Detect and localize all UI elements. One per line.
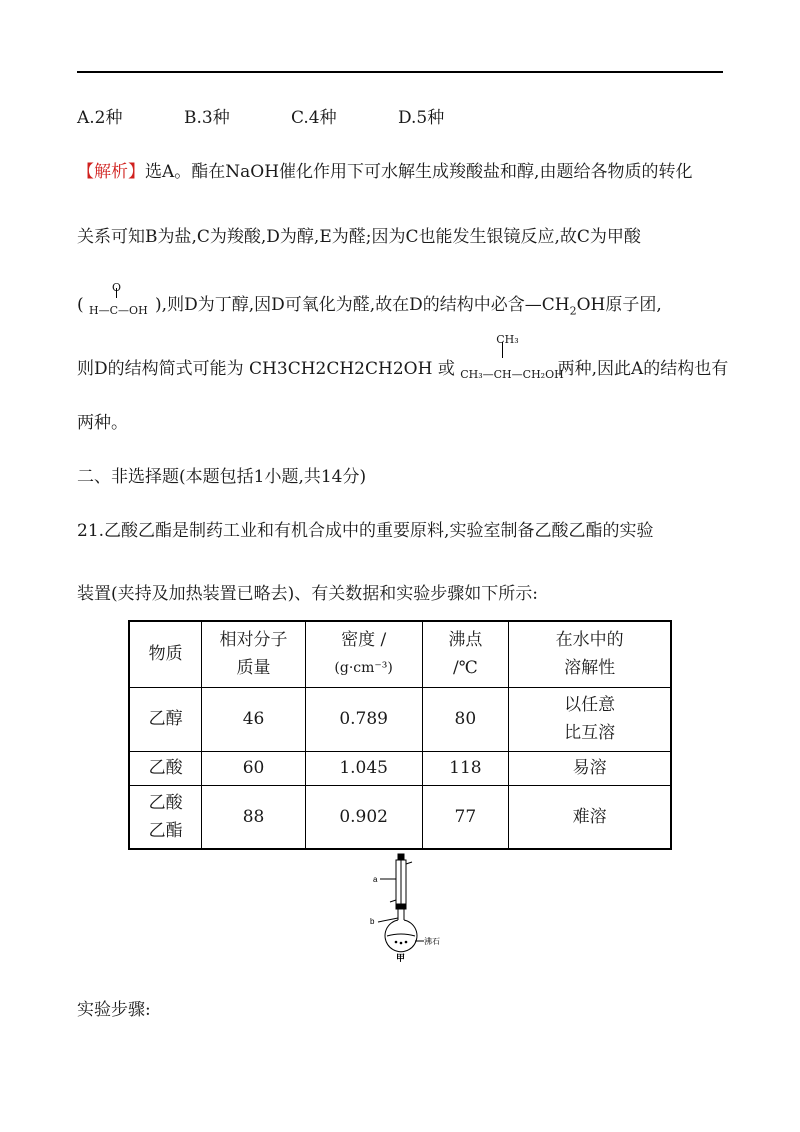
analysis-text-1: 选A。酯在NaOH催化作用下可水解生成羧酸盐和醇,由题给各物质的转化 bbox=[145, 162, 693, 182]
label-a: a bbox=[373, 875, 378, 884]
cell-solubility bbox=[509, 687, 671, 751]
cell-name bbox=[129, 785, 202, 849]
round-bottom-flask bbox=[385, 920, 417, 952]
header-density-l2: (g·cm⁻³) bbox=[334, 660, 393, 677]
header-sol-l2: 溶解性 bbox=[564, 658, 616, 679]
option-d: D.5种 bbox=[398, 108, 445, 128]
cell-name-l2: 乙酯 bbox=[148, 820, 183, 841]
liquid-level bbox=[387, 934, 415, 936]
cell-name-l1: 乙酸 bbox=[148, 792, 183, 813]
subscript-2: 2 bbox=[569, 304, 577, 318]
analysis-text-3-tail: OH原子团, bbox=[576, 295, 662, 315]
cell-density: 0.902 bbox=[305, 785, 422, 849]
properties-table bbox=[128, 620, 672, 850]
analysis-text-3: ),则D为丁醇,因D可氧化为醛,故在D的结构中必含—CH bbox=[155, 295, 570, 315]
table-row bbox=[129, 687, 671, 751]
header-mw bbox=[202, 621, 306, 687]
header-mw-l2: 质量 bbox=[236, 658, 271, 679]
condenser-inlet bbox=[390, 900, 396, 902]
header-bp bbox=[422, 621, 509, 687]
analysis-text-4-post: 两种,因此A的结构也有 bbox=[557, 359, 729, 379]
formic-double-bond bbox=[116, 288, 117, 298]
formic-carbonyl-o: O bbox=[112, 280, 122, 294]
boiling-chip bbox=[395, 941, 398, 944]
apparatus-diagram bbox=[360, 852, 442, 964]
butanol-formula: CH3CH2CH2CH2OH bbox=[249, 359, 433, 379]
cell-sol-l1: 难溶 bbox=[572, 806, 607, 827]
section-heading: 二、非选择题(本题包括1小题,共14分) bbox=[77, 467, 367, 487]
flask-stopper bbox=[396, 904, 406, 909]
analysis-line-2: 关系可知B为盐,C为羧酸,D为醇,E为醛;因为C也能发生银镜反应,故C为甲酸 bbox=[77, 227, 641, 247]
cell-mw: 46 bbox=[202, 687, 306, 751]
header-mw-l1: 相对分子 bbox=[219, 630, 288, 651]
cell-sol-l2: 比互溶 bbox=[564, 723, 616, 743]
header-bp-l1: 沸点 bbox=[448, 630, 483, 651]
table-row bbox=[129, 751, 671, 785]
cell-mw: 88 bbox=[202, 785, 306, 849]
branch-bond bbox=[502, 342, 503, 358]
header-rule bbox=[77, 71, 723, 73]
analysis-line-1 bbox=[77, 160, 692, 184]
header-substance bbox=[129, 621, 202, 687]
option-a: A.2种 bbox=[77, 108, 123, 128]
cell-density: 0.789 bbox=[305, 687, 422, 751]
cell-sol-l1: 易溶 bbox=[572, 758, 607, 778]
header-density bbox=[305, 621, 422, 687]
option-b: B.3种 bbox=[184, 108, 230, 128]
paren-open: ( bbox=[77, 295, 84, 315]
figure-caption: 甲 bbox=[396, 953, 406, 963]
formic-acid-structure bbox=[89, 280, 155, 318]
header-density-l1: 密度 / bbox=[341, 630, 387, 651]
header-sol-l1: 在水中的 bbox=[555, 630, 624, 651]
cell-sol-l1: 以任意 bbox=[564, 695, 616, 715]
cell-mw: 60 bbox=[202, 751, 306, 785]
header-bp-l2: /℃ bbox=[452, 658, 478, 679]
cell-bp: 118 bbox=[422, 751, 509, 785]
condenser-top-stopper bbox=[398, 854, 404, 860]
steps-label: 实验步骤: bbox=[77, 1000, 151, 1020]
cell-bp: 77 bbox=[422, 785, 509, 849]
isobutanol-structure bbox=[460, 332, 564, 382]
cell-name-text: 乙醇 bbox=[148, 709, 183, 729]
analysis-line-4 bbox=[77, 332, 729, 382]
label-boiling-stone: 沸石 bbox=[424, 937, 440, 946]
condenser-outlet bbox=[406, 862, 412, 864]
or-word: 或 bbox=[437, 359, 455, 379]
question-line-2: 装置(夹持及加热装置已略去)、有关数据和实验步骤如下所示: bbox=[77, 584, 538, 604]
table-row bbox=[129, 785, 671, 849]
methyl-branch: CH₃ bbox=[496, 332, 519, 346]
option-c: C.4种 bbox=[291, 108, 337, 128]
label-b-leader bbox=[378, 918, 398, 922]
boiling-chip bbox=[400, 942, 403, 945]
analysis-tag: 【解析】 bbox=[77, 162, 145, 182]
cell-name bbox=[129, 687, 202, 751]
cell-name-text: 乙酸 bbox=[148, 758, 183, 778]
cell-density: 1.045 bbox=[305, 751, 422, 785]
analysis-line-3 bbox=[77, 280, 662, 323]
cell-name bbox=[129, 751, 202, 785]
boiling-chip bbox=[405, 941, 408, 944]
analysis-text-4: 则D的结构简式可能为 bbox=[77, 359, 244, 379]
cell-solubility bbox=[509, 785, 671, 849]
header-solubility bbox=[509, 621, 671, 687]
label-b: b bbox=[370, 917, 375, 926]
formic-main-chain: H—C—OH bbox=[89, 303, 148, 317]
analysis-line-5: 两种。 bbox=[77, 413, 128, 433]
question-line-1: 21.乙酸乙酯是制药工业和有机合成中的重要原料,实验室制备乙酸乙酯的实验 bbox=[77, 521, 654, 541]
table-header-row bbox=[129, 621, 671, 687]
cell-bp: 80 bbox=[422, 687, 509, 751]
isobutanol-main-chain: CH₃—CH—CH₂OH bbox=[460, 367, 564, 381]
cell-solubility bbox=[509, 751, 671, 785]
header-substance-text: 物质 bbox=[148, 644, 183, 665]
